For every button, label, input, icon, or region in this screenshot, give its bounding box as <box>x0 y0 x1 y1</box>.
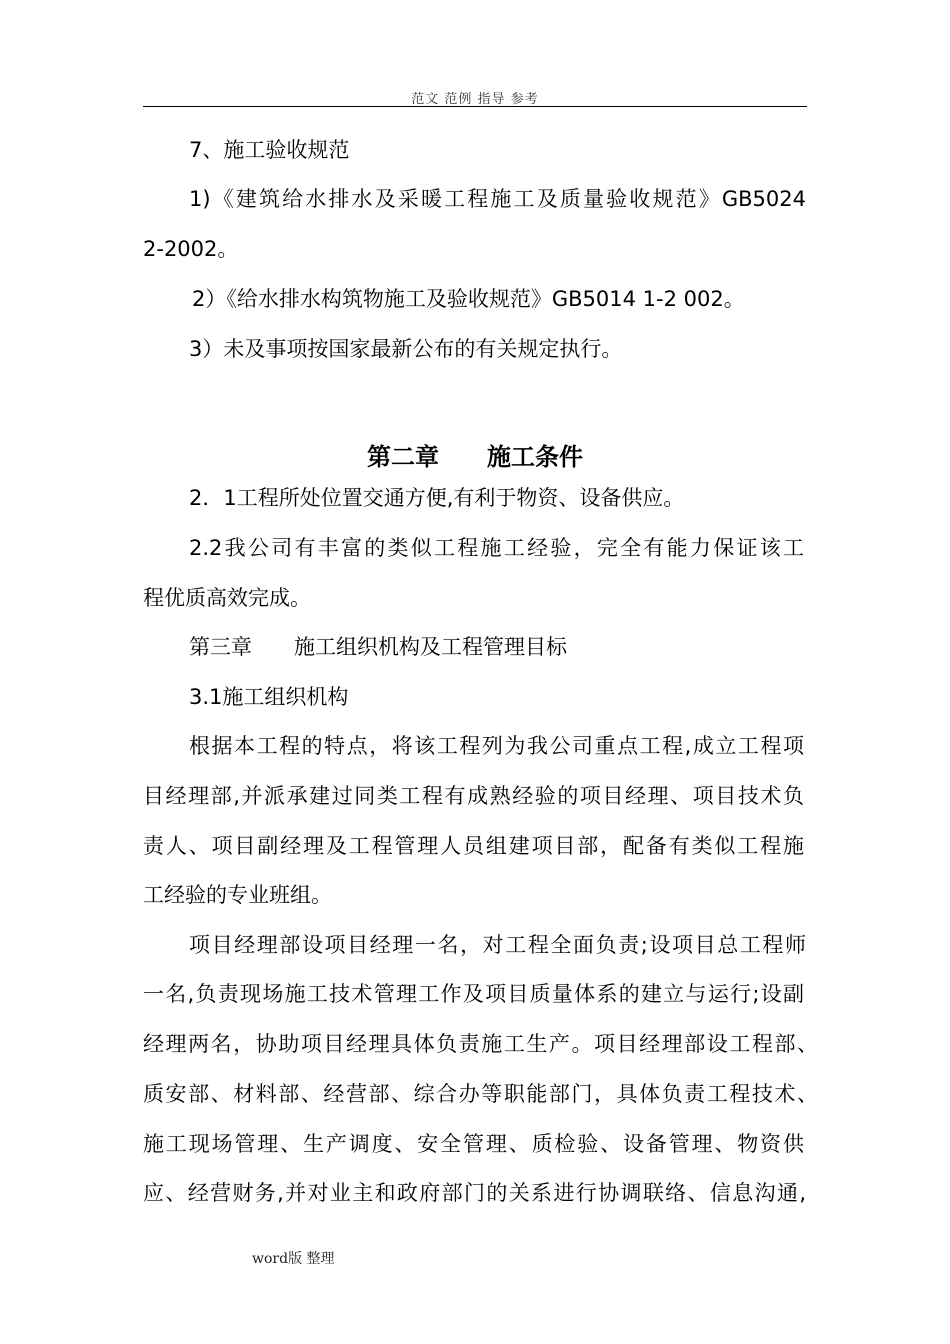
paragraph-3-2-line: 应、经营财务,并对业主和政府部门的关系进行协调联络、信息沟通, <box>143 1181 806 1205</box>
paragraph-3-1-line: 根据本工程的特点，将该工程列为我公司重点工程,成立工程项 <box>189 734 804 758</box>
section-title-acceptance: 7、施工验收规范 <box>189 138 350 162</box>
page-footer: word版 整理 <box>252 1251 335 1267</box>
paragraph-3-1-line: 责人、项目副经理及工程管理人员组建项目部，配备有类似工程施 <box>143 834 804 858</box>
paragraph-3-2-line: 质安部、材料部、经营部、综合办等职能部门，具体负责工程技术、 <box>143 1082 818 1106</box>
paragraph-2-2-cont: 程优质高效完成。 <box>143 586 311 610</box>
list-item-1-cont: 2-2002。 <box>143 237 239 261</box>
list-item-1: 1)《建筑给水排水及采暖工程施工及质量验收规范》GB5024 <box>189 187 806 211</box>
header-rule <box>143 106 807 107</box>
paragraph-3-2-line: 项目经理部设项目经理一名，对工程全面负责;设项目总工程师 <box>189 933 806 957</box>
paragraph-3-1-line: 目经理部,并派承建过同类工程有成熟经验的项目经理、项目技术负 <box>143 784 804 808</box>
paragraph-3-1-line: 工经验的专业班组。 <box>143 883 332 907</box>
paragraph-2-2: 2.2我公司有丰富的类似工程施工经验，完全有能力保证该工 <box>189 536 804 560</box>
paragraph-3-2-line: 经理两名，协助项目经理具体负责施工生产。项目经理部设工程部、 <box>143 1032 818 1056</box>
list-item-2: 2）《给水排水构筑物施工及验收规范》GB5014 1-2 002。 <box>192 287 745 311</box>
paragraph-2-1: 2．1工程所处位置交通方便,有利于物资、设备供应。 <box>189 486 685 510</box>
paragraph-3-2-line: 一名,负责现场施工技术管理工作及项目质量体系的建立与运行;设副 <box>143 982 804 1006</box>
section-3-1-title: 3.1施工组织机构 <box>189 685 349 709</box>
chapter-2-heading: 第二章 施工条件 <box>367 443 583 471</box>
chapter-3-heading: 第三章 施工组织机构及工程管理目标 <box>189 635 567 659</box>
page-header: 范文 范例 指导 参考 <box>411 92 539 107</box>
paragraph-3-2-line: 施工现场管理、生产调度、安全管理、质检验、设备管理、物资供 <box>143 1132 804 1156</box>
list-item-3: 3）未及事项按国家最新公布的有关规定执行。 <box>189 337 623 361</box>
